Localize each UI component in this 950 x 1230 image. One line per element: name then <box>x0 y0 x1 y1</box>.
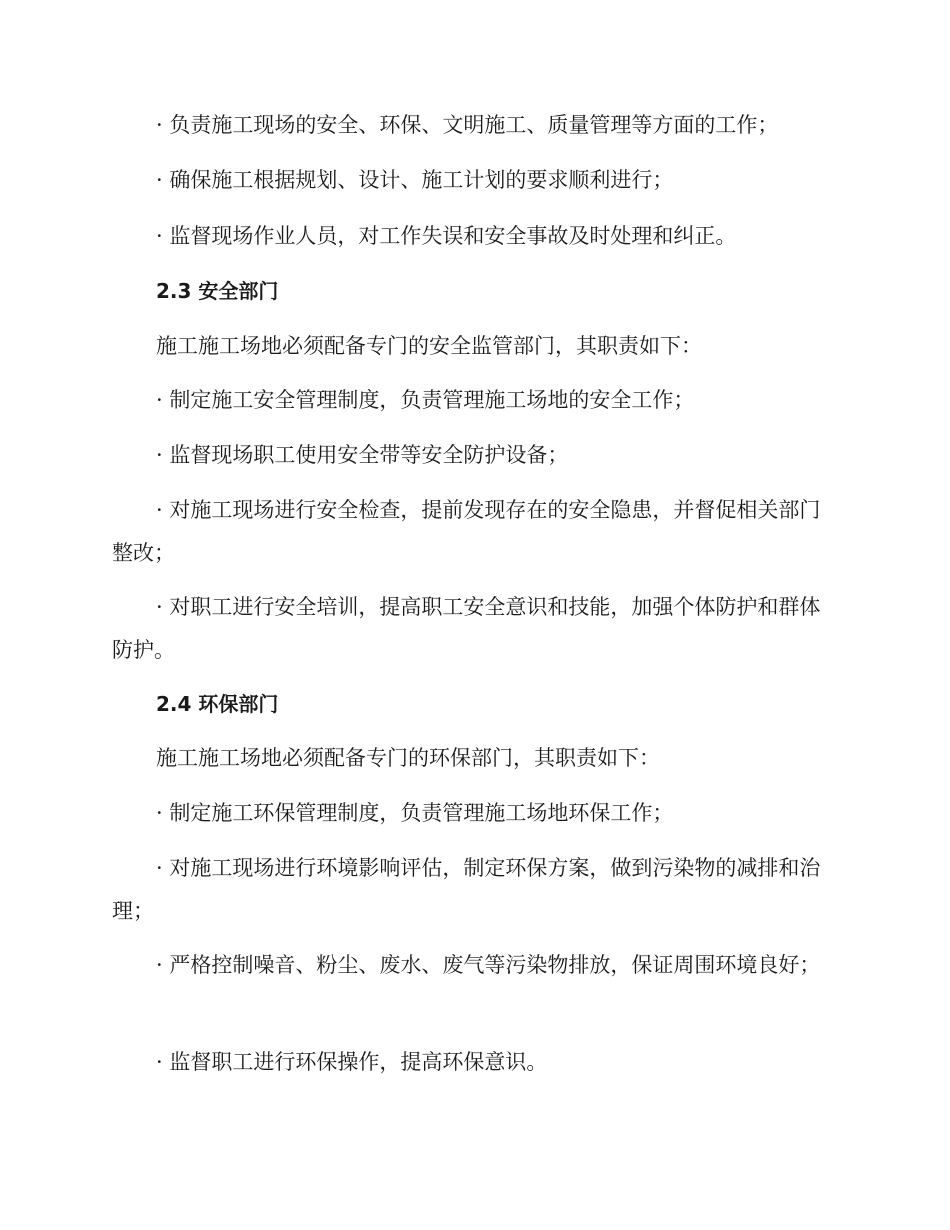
bullet-item: · 制定施工环保管理制度，负责管理施工场地环保工作； <box>156 801 674 825</box>
bullet-item: · 确保施工根据规划、设计、施工计划的要求顺利进行； <box>156 168 674 192</box>
bullet-item: · 对职工进行安全培训，提高职工安全意识和技能，加强个体防护和群体防护。 <box>112 595 821 662</box>
bullet-item: · 对施工现场进行环境影响评估，制定环保方案，做到污染物的减排和治理； <box>112 856 821 923</box>
bullet-item: · 监督现场作业人员，对工作失误和安全事故及时处理和纠正。 <box>156 224 737 248</box>
bullet-item: · 监督职工进行环保操作，提高环保意识。 <box>156 1050 548 1074</box>
section-heading: 2.4 环保部门 <box>156 692 279 716</box>
section-heading: 2.3 安全部门 <box>156 279 279 303</box>
bullet-item: · 负责施工现场的安全、环保、文明施工、质量管理等方面的工作； <box>156 113 779 137</box>
bullet-item: · 对施工现场进行安全检查，提前发现存在的安全隐患，并督促相关部门整改； <box>112 498 821 565</box>
section-intro: 施工施工场地必须配备专门的环保部门，其职责如下： <box>156 746 660 770</box>
bullet-item: · 严格控制噪音、粉尘、废水、废气等污染物排放，保证周围环境良好； <box>156 953 821 977</box>
section-intro: 施工施工场地必须配备专门的安全监管部门，其职责如下： <box>156 334 702 358</box>
bullet-item: · 制定施工安全管理制度，负责管理施工场地的安全工作； <box>156 388 695 412</box>
bullet-item: · 监督现场职工使用安全带等安全防护设备； <box>156 443 569 467</box>
